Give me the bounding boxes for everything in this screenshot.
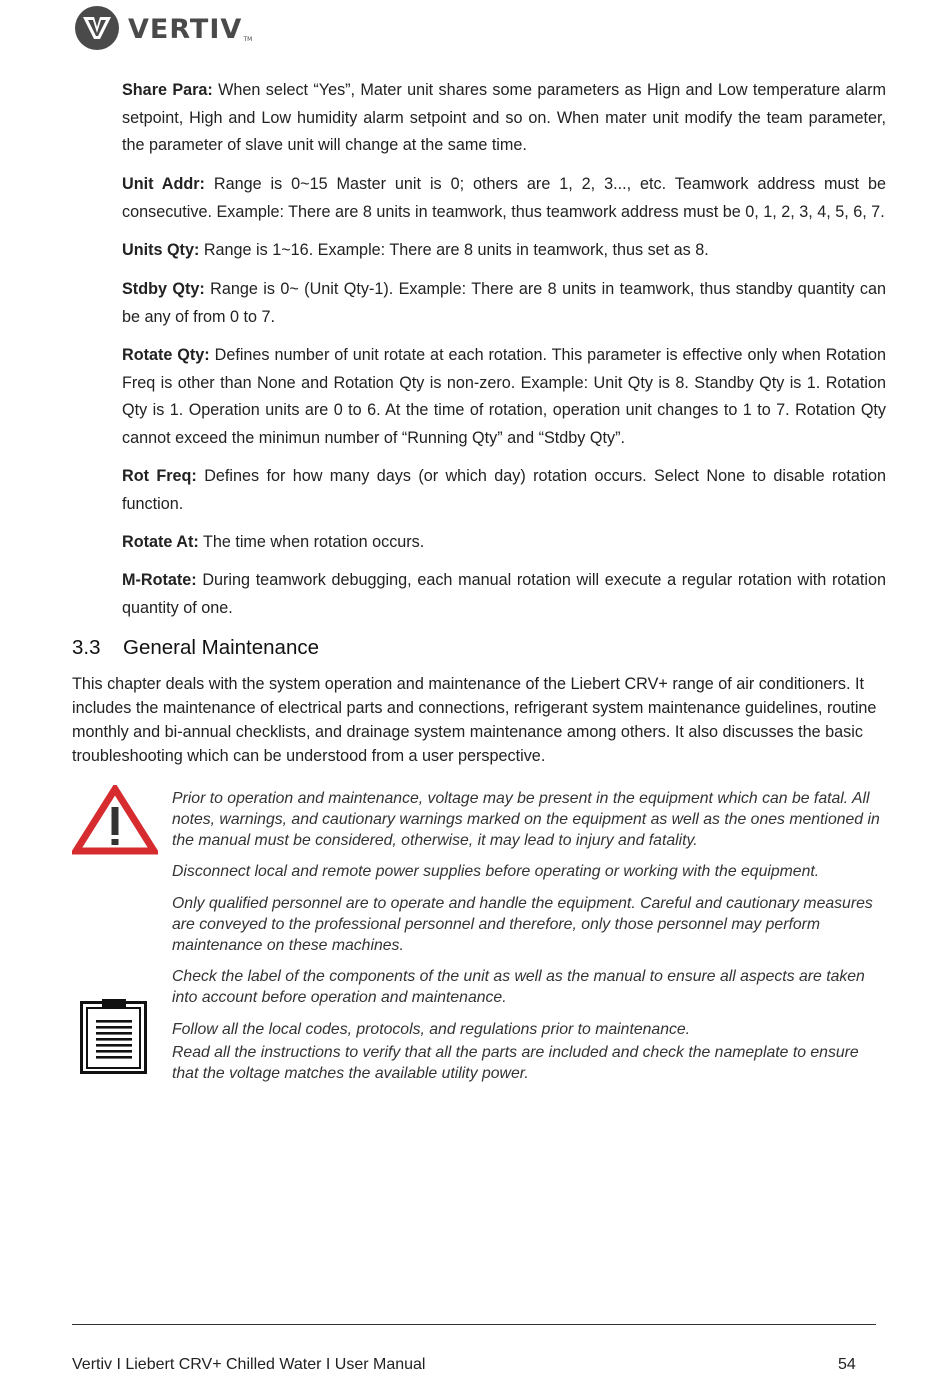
note-voltage-warning: Prior to operation and maintenance, voltage may be present in the equipment which can be fatal. All notes, warnings, and cautionary warnings marked on the equipment as well as the ones mentioned in the manual must be considered, otherwise, it may lead to injury and fatality.: [172, 790, 880, 849]
section-title: General Maintenance: [123, 636, 320, 659]
trademark: TM: [243, 35, 253, 43]
footer-title: Vertiv I Liebert CRV+ Chilled Water I User Manual: [72, 1356, 426, 1373]
section-number: 3.3: [72, 636, 101, 659]
param-text: Range is 0~ (Unit Qty-1). Example: There are 8 units in teamwork, thus standby quantity can be any of from 0 to 7.: [122, 280, 887, 326]
note-check-label: Check the label of the components of the unit as well as the manual to ensure all aspects are taken into account before operation and maintenance.: [172, 968, 865, 1006]
param-stdby-qty: [122, 276, 886, 331]
param-rotate-at: [122, 529, 886, 557]
param-text: Range is 1~16. Example: There are 8 units in teamwork, thus set as 8.: [199, 241, 709, 259]
param-text: Defines number of unit rotate at each rotation. This parameter is effective only when Rotation Freq is other than None and Rotation Qty is non-zero. Example: Unit Qty is 8. Standby Qty is 1. Rotation Qty is 1. Operation units are 0 to 6. At the time of rotation, operation unit changes to 1 to 7. Rotation Qty cannot exceed the minimun number of “Running Qty” and “Stdby Qty”.: [122, 346, 886, 447]
param-unit-addr: [122, 171, 886, 226]
param-label: Share Para:: [122, 81, 213, 99]
param-text: Defines for how many days (or which day) rotation occurs. Select None to disable rotation function.: [122, 467, 887, 513]
param-label: M-Rotate:: [122, 571, 197, 589]
brand-name: VERTIV TM: [128, 13, 253, 45]
param-rot-freq: [122, 463, 886, 518]
param-label: Rotate Qty:: [122, 346, 210, 364]
footer-divider: [72, 1324, 876, 1325]
param-text: The time when rotation occurs.: [198, 533, 425, 551]
param-rotate-qty: [122, 342, 886, 452]
section-intro: This chapter deals with the system operation and maintenance of the Liebert CRV+ range of air conditioners. It includes the maintenance of electrical parts and connections, refrigerant system maintenance guidelines, routine monthly and bi-annual checklists, and drainage system maintenance among others. It also discusses the basic troubleshooting which can be understood from a user perspective.: [72, 675, 877, 765]
param-label: Rotate At:: [122, 533, 199, 551]
note-read-instructions: Read all the instructions to verify that all the parts are included and check the nameplate to ensure that the voltage matches the available utility power.: [172, 1044, 859, 1082]
param-label: Rot Freq:: [122, 467, 197, 485]
param-share-para: [122, 77, 886, 160]
vertiv-logo: [74, 5, 253, 51]
param-text: When select “Yes”, Mater unit shares some parameters as Hign and Low temperature alarm setpoint, High and Low humidity alarm setpoint and so on. When mater unit modify the team parameter, the parameter of slave unit will change at the same time.: [122, 81, 886, 154]
section-heading: [72, 636, 319, 660]
param-label: Unit Addr:: [122, 175, 205, 193]
param-label: Units Qty:: [122, 241, 200, 259]
warning-triangle-icon: [72, 785, 158, 855]
page-number: 54: [838, 1356, 856, 1373]
param-label: Stdby Qty:: [122, 280, 205, 298]
vertiv-mark-icon: [74, 5, 120, 51]
clipboard-icon: [80, 998, 148, 1074]
note-disconnect-power: Disconnect local and remote power supplies before operating or working with the equipment.: [172, 863, 820, 880]
param-text: During teamwork debugging, each manual rotation will execute a regular rotation with rotation quantity of one.: [122, 571, 886, 617]
note-local-codes: Follow all the local codes, protocols, and regulations prior to maintenance.: [172, 1021, 691, 1038]
param-text: Range is 0~15 Master unit is 0; others are 1, 2, 3..., etc. Teamwork address must be consecutive. Example: There are 8 units in teamwork, thus teamwork address must be 0, 1, 2, 3, 4, 5, 6, 7.: [122, 175, 886, 221]
param-m-rotate: [122, 567, 886, 622]
param-units-qty: [122, 237, 886, 265]
note-qualified-personnel: Only qualified personnel are to operate and handle the equipment. Careful and cautionary measures are conveyed to the professional personnel and therefore, only those personnel may perform maintenance on these machines.: [172, 895, 873, 954]
